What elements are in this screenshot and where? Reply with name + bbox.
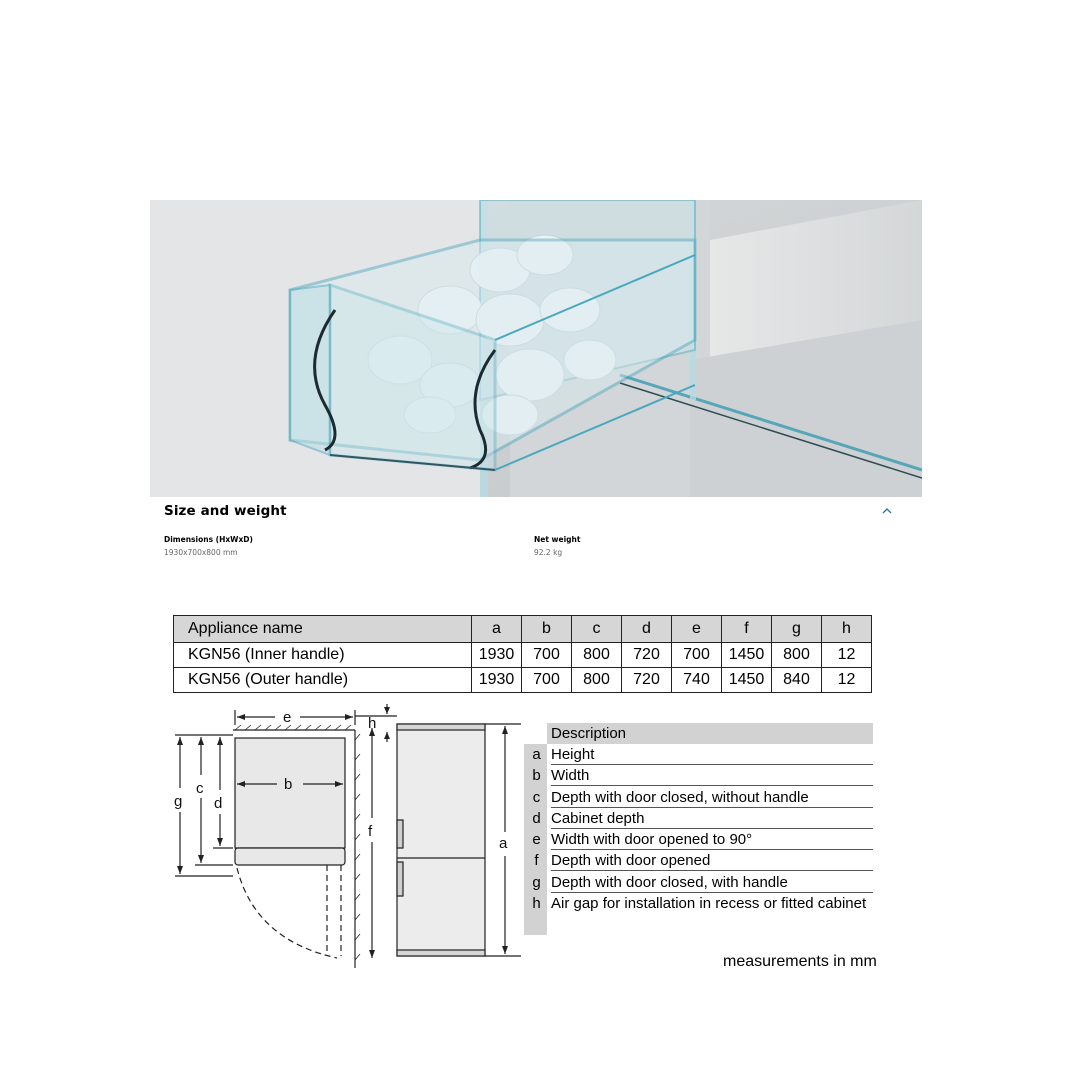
- header-d: d: [622, 616, 672, 643]
- legend-text: Depth with door closed, with handle: [551, 872, 873, 893]
- legend-key: a: [524, 744, 547, 765]
- legend-key-tail: [524, 914, 547, 935]
- table-cell: 1930: [472, 668, 522, 693]
- table-cell: 800: [572, 668, 622, 693]
- label-h: h: [368, 715, 377, 732]
- table-cell: 720: [622, 643, 672, 668]
- table-cell: 700: [522, 643, 572, 668]
- label-g: g: [174, 793, 183, 810]
- legend-key: h: [524, 893, 547, 914]
- legend-text: Air gap for installation in recess or fitted cabinet: [551, 895, 867, 913]
- ice-drawer-photo: [150, 200, 922, 497]
- collapse-button[interactable]: [880, 504, 894, 518]
- table-cell: 1930: [472, 643, 522, 668]
- legend-key: b: [524, 765, 547, 786]
- table-cell: 1450: [722, 643, 772, 668]
- header-c: c: [572, 616, 622, 643]
- legend-text: Depth with door closed, without handle: [551, 787, 873, 808]
- legend-row: [524, 765, 873, 786]
- table-row: [174, 668, 872, 693]
- header-a: a: [472, 616, 522, 643]
- legend-text: Depth with door opened: [551, 850, 873, 871]
- table-cell: 1450: [722, 668, 772, 693]
- legend-text: Width: [551, 765, 873, 786]
- net-weight-label: Net weight: [534, 535, 581, 544]
- dimensions-value: 1930x700x800 mm: [164, 548, 238, 557]
- dimensions-label: Dimensions (HxWxD): [164, 535, 253, 544]
- legend-key: g: [524, 872, 547, 893]
- chevron-up-icon: [880, 504, 894, 518]
- table-cell: KGN56 (Inner handle): [174, 643, 472, 668]
- table-cell: 800: [772, 643, 822, 668]
- dimension-diagram: [165, 700, 525, 975]
- table-cell: 800: [572, 643, 622, 668]
- size-weight-heading: Size and weight: [164, 503, 287, 519]
- label-d: d: [214, 795, 223, 812]
- legend-row: [524, 808, 873, 829]
- table-cell: KGN56 (Outer handle): [174, 668, 472, 693]
- measurement-note: measurements in mm: [723, 953, 877, 970]
- legend-row: [524, 872, 873, 893]
- legend-text: Width with door opened to 90°: [551, 829, 873, 850]
- table-cell: 740: [672, 668, 722, 693]
- header-e: e: [672, 616, 722, 643]
- label-c: c: [196, 780, 204, 797]
- legend-key: d: [524, 808, 547, 829]
- table-cell: 720: [622, 668, 672, 693]
- net-weight-value: 92.2 kg: [534, 548, 563, 557]
- legend-key: e: [524, 829, 547, 850]
- label-b: b: [284, 776, 293, 793]
- table-cell: 12: [822, 643, 872, 668]
- table-cell: 700: [522, 668, 572, 693]
- legend-row: [524, 829, 873, 850]
- table-row: [174, 643, 872, 668]
- table-cell: 12: [822, 668, 872, 693]
- label-a: a: [499, 835, 508, 852]
- legend-row: [524, 787, 873, 808]
- table-header-row: [174, 616, 872, 643]
- header-h: h: [822, 616, 872, 643]
- legend-heading: Description: [547, 723, 873, 744]
- description-legend: [524, 723, 873, 935]
- dimension-table: [173, 615, 872, 693]
- header-f: f: [722, 616, 772, 643]
- legend-key: c: [524, 787, 547, 808]
- legend-key: f: [524, 850, 547, 871]
- legend-text: Height: [551, 744, 873, 765]
- legend-text: Cabinet depth: [551, 808, 873, 829]
- header-appliance-name: Appliance name: [174, 616, 472, 643]
- table-cell: 840: [772, 668, 822, 693]
- label-f: f: [368, 823, 373, 840]
- table-cell: 700: [672, 643, 722, 668]
- legend-row: [524, 850, 873, 871]
- header-g: g: [772, 616, 822, 643]
- header-b: b: [522, 616, 572, 643]
- legend-row: [524, 893, 873, 914]
- legend-row: [524, 744, 873, 765]
- label-e: e: [283, 709, 292, 726]
